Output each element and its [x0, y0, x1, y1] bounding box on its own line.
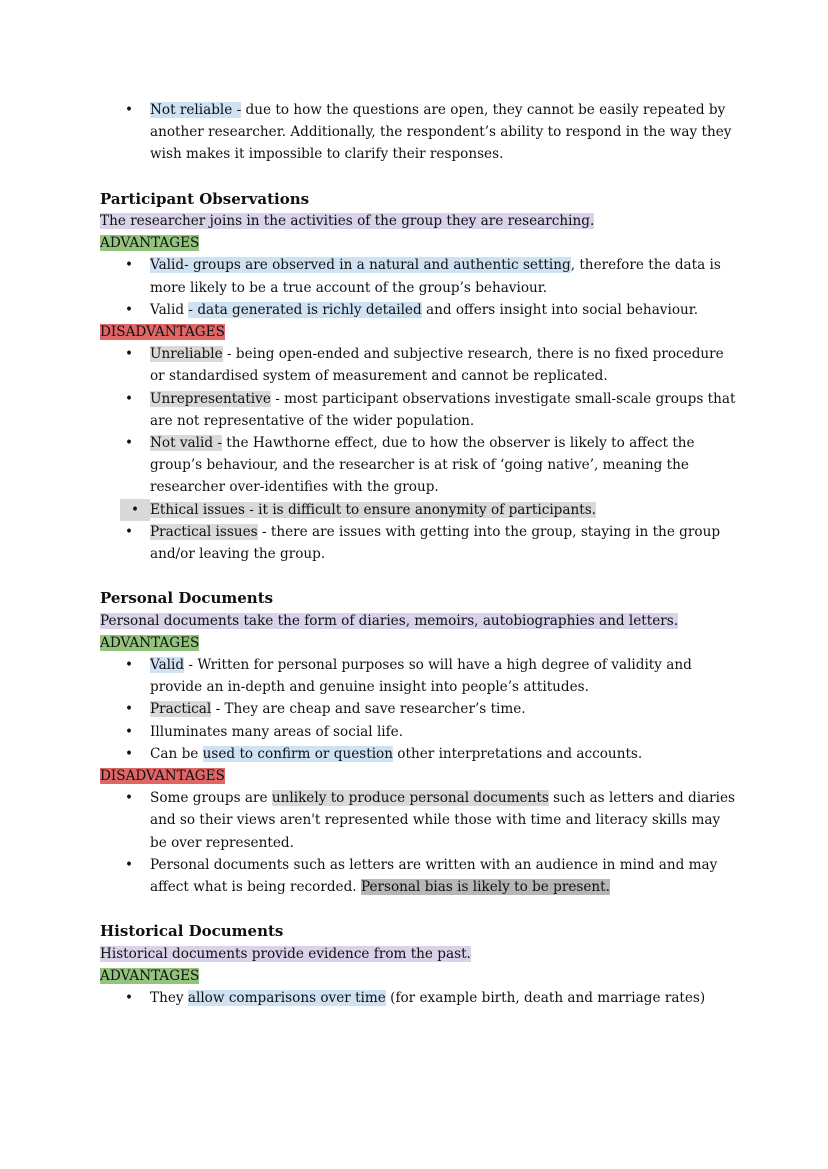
section-1 — [100, 188, 740, 565]
disadvantages-badge: DISADVANTAGES — [100, 324, 225, 341]
list-item — [100, 499, 740, 521]
list-item — [100, 698, 740, 720]
disadvantages-label — [100, 765, 740, 787]
bullet-icon: • — [125, 257, 134, 274]
item-text: due to how the questions are open, they cannot be easily repeated by another researcher. Additionally, the respondent’s ability to respond in the way they wish makes it impossible to clarify their responses. — [150, 102, 732, 163]
item-text: used to confirm or question — [202, 745, 393, 762]
section-intro — [100, 943, 740, 965]
item-text: , therefore the data is more likely to be a true account of the group’s behaviour. — [150, 257, 721, 296]
list-item — [100, 654, 740, 698]
item-text: - most participant observations investigate small-scale groups that are not representative of the wider population. — [150, 390, 736, 429]
bullet-icon: • — [125, 990, 134, 1007]
section-2 — [100, 587, 740, 898]
item-text: - there are issues with getting into the group, staying in the group and/or leaving the group. — [150, 523, 721, 563]
item-text: Unreliable — [150, 346, 223, 363]
item-text: Ethical issues - it is difficult to ensure anonymity of participants. — [150, 501, 596, 518]
section-heading: Personal Documents — [100, 589, 274, 608]
bullet-icon: • — [125, 657, 134, 674]
section-heading: Historical Documents — [100, 922, 284, 941]
bullet-icon: • — [125, 346, 134, 363]
list-item — [100, 254, 740, 298]
item-text: allow comparisons over time — [187, 990, 386, 1007]
item-text: Practical — [150, 701, 212, 718]
item-text: - data generated is richly detailed — [188, 301, 422, 318]
document-page — [100, 99, 740, 1031]
section-heading: Participant Observations — [100, 189, 310, 208]
list-item — [100, 432, 740, 499]
section-intro — [100, 210, 740, 232]
item-text: Practical issues — [150, 523, 258, 540]
item-text: Personal bias is likely to be present. — [360, 879, 610, 896]
advantages-label — [100, 965, 740, 987]
bullet-icon: • — [125, 102, 134, 118]
section-3 — [100, 920, 740, 1009]
list-item — [100, 388, 740, 432]
bullet-list — [100, 254, 740, 321]
list-item — [100, 343, 740, 387]
section-0 — [100, 99, 740, 166]
item-text: Illuminates many areas of social life. — [150, 723, 404, 740]
item-text: Can be — [150, 745, 203, 762]
item-text: such as letters and diaries and so their views aren't represented while those with time and literacy skills may be over represented. — [150, 790, 736, 851]
item-text: other interpretations and accounts. — [392, 745, 643, 762]
advantages-label — [100, 232, 740, 254]
item-text: Some groups are — [150, 790, 272, 807]
list-item — [100, 787, 740, 854]
bullet-icon: • — [125, 856, 134, 873]
item-text: Personal documents such as letters are written with an audience in mind and may affect what is being recorded. — [150, 856, 718, 896]
item-text: Not reliable - — [150, 102, 242, 118]
bullet-icon: • — [125, 301, 134, 318]
bullet-list — [100, 343, 740, 565]
list-item — [100, 721, 740, 743]
bullet-list — [100, 987, 740, 1009]
item-text: and offers insight into social behaviour. — [421, 301, 699, 318]
item-text: Valid — [150, 301, 189, 318]
item-text: the Hawthorne effect, due to how the observer is likely to affect the group’s behaviour, and the researcher is at risk of ‘going native’, meaning the researcher over-identifies with the group. — [150, 435, 695, 496]
list-item — [100, 99, 740, 166]
list-item — [100, 521, 740, 565]
advantages-badge: ADVANTAGES — [100, 967, 200, 984]
bullet-icon: • — [120, 499, 150, 521]
list-item — [100, 987, 740, 1009]
bullet-icon: • — [125, 523, 134, 540]
bullet-icon: • — [125, 790, 134, 807]
intro-text: Personal documents take the form of diaries, memoirs, autobiographies and letters. — [100, 612, 679, 629]
intro-text: The researcher joins in the activities of the group they are researching. — [100, 213, 595, 229]
item-text: - Written for personal purposes so will have a high degree of validity and provide an in-depth and genuine insight into people’s attitudes. — [150, 657, 692, 696]
bullet-list — [100, 654, 740, 765]
list-item — [100, 299, 740, 321]
bullet-list — [100, 787, 740, 898]
bullet-list — [100, 99, 740, 166]
bullet-icon: • — [125, 701, 134, 718]
section-intro — [100, 610, 740, 632]
item-text: They — [150, 990, 188, 1007]
item-text: Unrepresentative — [150, 390, 271, 407]
item-text: (for example birth, death and marriage rates) — [385, 990, 706, 1007]
advantages-badge: ADVANTAGES — [100, 634, 200, 651]
intro-text: Historical documents provide evidence from the past. — [100, 945, 471, 962]
advantages-badge: ADVANTAGES — [100, 235, 200, 252]
list-item — [100, 854, 740, 898]
advantages-label — [100, 632, 740, 654]
disadvantages-label — [100, 321, 740, 343]
item-text: Not valid - — [150, 435, 222, 452]
bullet-icon: • — [125, 745, 134, 762]
disadvantages-badge: DISADVANTAGES — [100, 768, 225, 785]
bullet-icon: • — [125, 390, 134, 407]
bullet-icon: • — [125, 723, 134, 740]
list-item — [100, 743, 740, 765]
item-text: - being open-ended and subjective research, there is no fixed procedure or standardised system of measurement and cannot be replicated. — [150, 346, 724, 385]
bullet-icon: • — [125, 435, 134, 452]
item-text: unlikely to produce personal documents — [271, 790, 549, 807]
item-text: Valid — [150, 657, 185, 674]
item-text: Valid- groups are observed in a natural and authentic setting — [150, 257, 571, 274]
item-text: - They are cheap and save researcher’s time. — [211, 701, 526, 718]
